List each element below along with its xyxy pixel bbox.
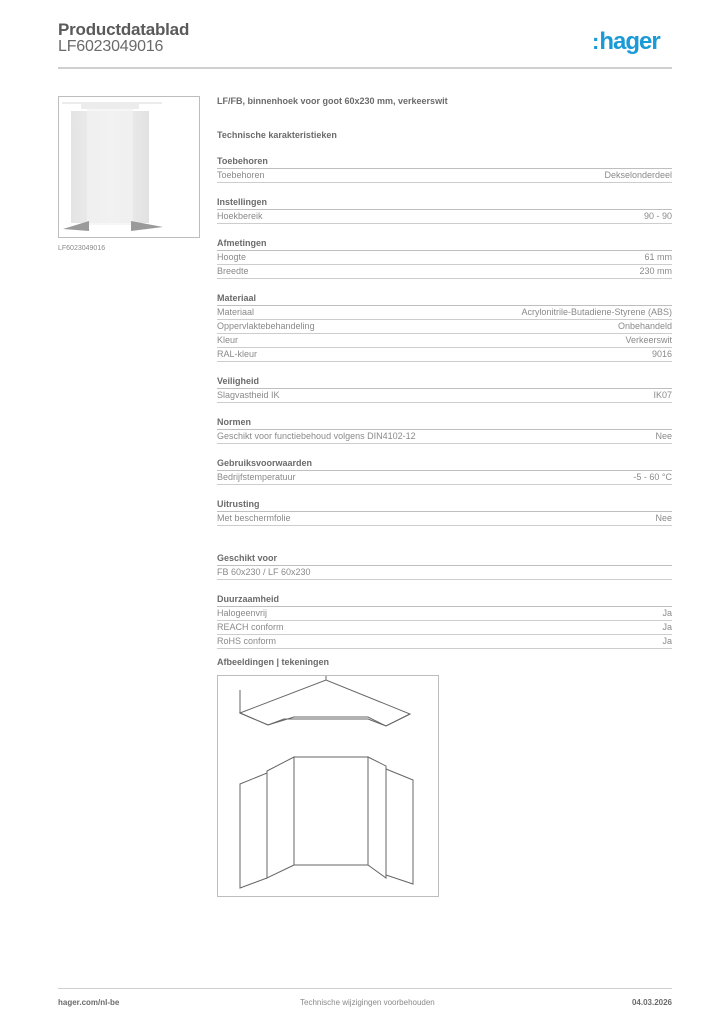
spec-label: Slagvastheid IK [217, 390, 280, 400]
technical-characteristics-title: Technische karakteristieken [217, 130, 337, 140]
spec-label: Hoekbereik [217, 211, 263, 221]
footer-divider [58, 988, 672, 989]
spec-label: Halogeenvrij [217, 608, 268, 618]
section-title: Veiligheid [217, 375, 672, 389]
spec-row [217, 210, 672, 224]
spec-label: Toebehoren [217, 170, 265, 180]
product-photo-caption: LF6023049016 [58, 245, 106, 252]
spec-row [217, 169, 672, 183]
spec-value: IK07 [653, 390, 672, 400]
hager-logo [592, 28, 660, 56]
spec-row [217, 607, 672, 621]
spec-value: Onbehandeld [617, 321, 672, 331]
logo-colon: : [592, 29, 599, 54]
spec-row [217, 566, 672, 580]
spec-row [217, 348, 672, 362]
spec-value: Ja [662, 636, 672, 646]
inner-corner-drawing [218, 676, 438, 896]
spec-value: 61 mm [644, 252, 672, 262]
spec-row [217, 251, 672, 265]
spec-value: 90 - 90 [643, 211, 672, 221]
spec-label: FB 60x230 / LF 60x230 [217, 567, 311, 577]
footer-disclaimer: Technische wijzigingen voorbehouden [300, 998, 435, 1007]
spec-label: RoHS conform [217, 636, 277, 646]
section-instellingen [217, 196, 672, 224]
spec-value: Nee [655, 431, 672, 441]
spec-label: Bedrijfstemperatuur [217, 472, 296, 482]
spec-value: -5 - 60 °C [633, 472, 672, 482]
product-photo [58, 96, 200, 238]
spec-row [217, 265, 672, 279]
spec-label: REACH conform [217, 622, 284, 632]
section-veiligheid [217, 375, 672, 403]
spec-label: Materiaal [217, 307, 255, 317]
section-title: Duurzaamheid [217, 593, 672, 607]
spec-label: Hoogte [217, 252, 247, 262]
spec-label: Kleur [217, 335, 239, 345]
page-title: Productdatablad [58, 20, 190, 39]
product-description: LF/FB, binnenhoek voor goot 60x230 mm, verkeerswit [217, 96, 448, 106]
footer-date: 04.03.2026 [631, 998, 672, 1007]
spec-value: Ja [662, 608, 672, 618]
section-title: Toebehoren [217, 155, 672, 169]
spec-value: 230 mm [639, 266, 672, 276]
spec-label: Geschikt voor functiebehoud volgens DIN4102-12 [217, 431, 416, 441]
spec-row [217, 621, 672, 635]
spec-row [217, 306, 672, 320]
section-title: Instellingen [217, 196, 672, 210]
section-materiaal [217, 292, 672, 362]
technical-drawing [217, 675, 439, 897]
section-title: Gebruiksvoorwaarden [217, 457, 672, 471]
spec-row [217, 320, 672, 334]
drawings-title: Afbeeldingen | tekeningen [217, 657, 330, 667]
spec-label: Met beschermfolie [217, 513, 291, 523]
logo-text: hager [599, 28, 660, 55]
spec-row [217, 334, 672, 348]
section-title: Uitrusting [217, 498, 672, 512]
section-title: Materiaal [217, 292, 672, 306]
spec-row [217, 635, 672, 649]
section-duurzaamheid [217, 593, 672, 649]
spec-value: Acrylonitrile-Butadiene-Styrene (ABS) [521, 307, 672, 317]
product-code: LF6023049016 [58, 38, 164, 55]
section-title: Normen [217, 416, 672, 430]
footer-website-link[interactable]: hager.com/nl-be [58, 998, 120, 1007]
spec-row [217, 430, 672, 444]
spec-content [217, 96, 672, 649]
section-toebehoren [217, 155, 672, 183]
spec-value: Nee [655, 513, 672, 523]
spec-row [217, 512, 672, 526]
spec-value: Verkeerswit [625, 335, 672, 345]
section-afmetingen [217, 237, 672, 279]
spec-value: Ja [662, 622, 672, 632]
spec-label: Breedte [217, 266, 249, 276]
section-uitrusting [217, 498, 672, 526]
header-divider [58, 67, 672, 69]
section-normen [217, 416, 672, 444]
spec-label: RAL-kleur [217, 349, 258, 359]
section-title: Afmetingen [217, 237, 672, 251]
spec-value: Dekselonderdeel [604, 170, 672, 180]
spec-row [217, 389, 672, 403]
spec-value: 9016 [651, 349, 672, 359]
product-photo-image [59, 97, 199, 237]
spec-row [217, 471, 672, 485]
spec-label: Oppervlaktebehandeling [217, 321, 315, 331]
section-gebruiksvoorwaarden [217, 457, 672, 485]
section-geschikt-voor [217, 552, 672, 580]
section-title: Geschikt voor [217, 552, 672, 566]
